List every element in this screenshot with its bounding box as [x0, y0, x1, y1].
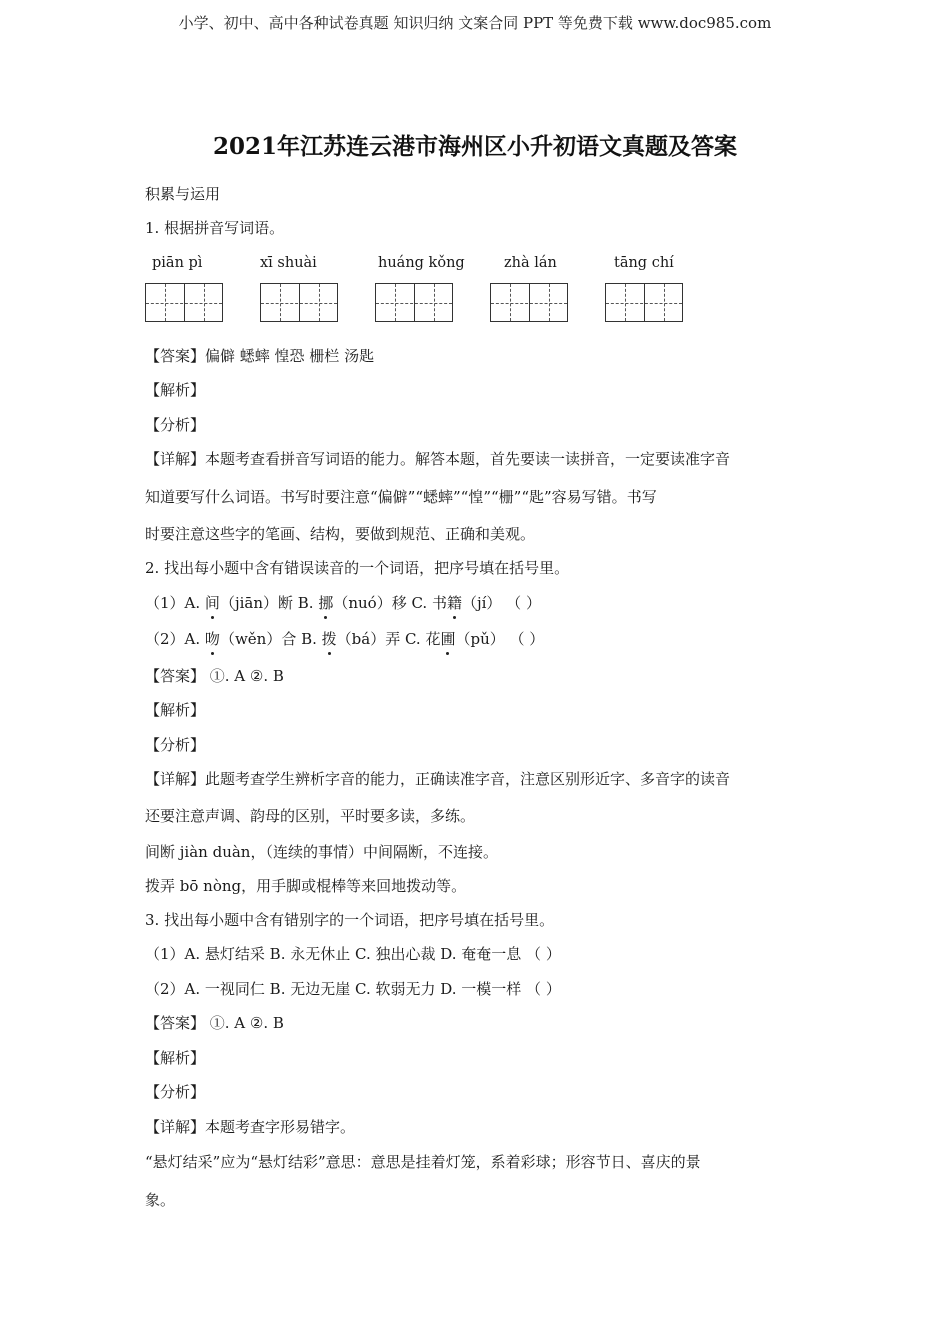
q1-detail-3: 时要注意这些字的笔画、结构，要做到规范、正确和美观。 — [145, 525, 536, 543]
q1-fenxi: 【分析】 — [145, 416, 206, 434]
q1-pinyin-4: zhà lán — [504, 255, 557, 271]
q1-pinyin-5: tāng chí — [614, 255, 674, 271]
q3-detail-2: “悬灯结采”应为“悬灯结彩”意思：意思是挂着灯笼，系着彩球；形容节日、喜庆的景 — [145, 1153, 701, 1171]
q1-pinyin-2: xī shuài — [260, 255, 317, 271]
q3-stem: 3. 找出每小题中含有错别字的一个词语，把序号填在括号里。 — [145, 911, 555, 929]
q3-option-line-2: （2）A. 一视同仁 B. 无边无崖 C. 软弱无力 D. 一模一样 （ ） — [145, 980, 561, 998]
q2-l1-part-d: （jí） （ ） — [461, 594, 541, 612]
q1-pinyin-3: huáng kǒng — [378, 255, 465, 271]
q2-l2-dotted-char-3: 圃 — [440, 630, 456, 648]
q3-answer: 【答案】 ①. A ②. B — [145, 1014, 284, 1032]
q2-l2-prefix: （2）A. — [145, 630, 205, 648]
q2-l1-part-c: （nuó）移 C. 书 — [333, 594, 447, 612]
q2-l2-dotted-char-2: 拨 — [321, 630, 337, 648]
q1-detail-1: 【详解】本题考查看拼音写词语的能力。解答本题，首先要读一读拼音，一定要读准字音 — [145, 450, 731, 468]
q1-pinyin-1: piān pì — [152, 255, 203, 271]
q3-fenxi: 【分析】 — [145, 1083, 206, 1101]
q2-option-line-2 — [145, 629, 544, 649]
q2-detail-4: 拨弄 bō nòng，用手脚或棍棒等来回地拨动等。 — [145, 877, 467, 895]
q2-l1-prefix: （1）A. — [145, 594, 205, 612]
q2-answer: 【答案】 ①. A ②. B — [145, 667, 284, 685]
q2-l2-part-d: （pǔ） （ ） — [455, 630, 545, 648]
q2-l2-part-b: （wěn）合 B. — [219, 630, 322, 648]
section-heading: 积累与运用 — [145, 185, 221, 203]
page-title: 2021年江苏连云港市海州区小升初语文真题及答案 — [212, 133, 737, 160]
q3-jiexi: 【解析】 — [145, 1049, 206, 1067]
writing-grid-3 — [375, 283, 453, 322]
q1-jiexi: 【解析】 — [145, 381, 206, 399]
q2-detail-2: 还要注意声调、韵母的区别，平时要多读，多练。 — [145, 807, 476, 825]
q2-jiexi: 【解析】 — [145, 701, 206, 719]
q2-l1-part-b: （jiān）断 B. — [219, 594, 319, 612]
q3-detail-3: 象。 — [145, 1191, 176, 1209]
writing-grid-1 — [145, 283, 223, 322]
q2-l2-part-c: （bá）弄 C. 花 — [336, 630, 441, 648]
q2-l2-dotted-char-1: 吻 — [204, 630, 220, 648]
q2-detail-3: 间断 jiàn duàn，（连续的事情）中间隔断，不连接。 — [145, 843, 498, 861]
q2-l1-dotted-char-2: 挪 — [318, 594, 334, 612]
q1-stem: 1. 根据拼音写词语。 — [145, 219, 285, 237]
writing-grid-2 — [260, 283, 338, 322]
q2-option-line-1 — [145, 593, 541, 613]
q3-detail-1: 【详解】本题考查字形易错字。 — [145, 1118, 356, 1136]
q2-fenxi: 【分析】 — [145, 736, 206, 754]
q2-l1-dotted-char-1: 间 — [204, 594, 220, 612]
writing-grid-4 — [490, 283, 568, 322]
q2-detail-1: 【详解】此题考查学生辨析字音的能力，正确读准字音，注意区别形近字、多音字的读音 — [145, 770, 731, 788]
q3-option-line-1: （1）A. 悬灯结采 B. 永无休止 C. 独出心裁 D. 奄奄一息 （ ） — [145, 945, 561, 963]
site-header: 小学、初中、高中各种试卷真题 知识归纳 文案合同 PPT 等免费下载 www.doc985.com — [178, 14, 772, 32]
q2-l1-dotted-char-3: 籍 — [446, 594, 462, 612]
q2-stem: 2. 找出每小题中含有错误读音的一个词语，把序号填在括号里。 — [145, 559, 570, 577]
q1-answer: 【答案】偏僻 蟋蟀 惶恐 栅栏 汤匙 — [145, 347, 375, 365]
writing-grid-5 — [605, 283, 683, 322]
q1-detail-2: 知道要写什么词语。书写时要注意“偏僻”“蟋蟀”“惶”“栅”“匙”容易写错。书写 — [145, 488, 657, 506]
